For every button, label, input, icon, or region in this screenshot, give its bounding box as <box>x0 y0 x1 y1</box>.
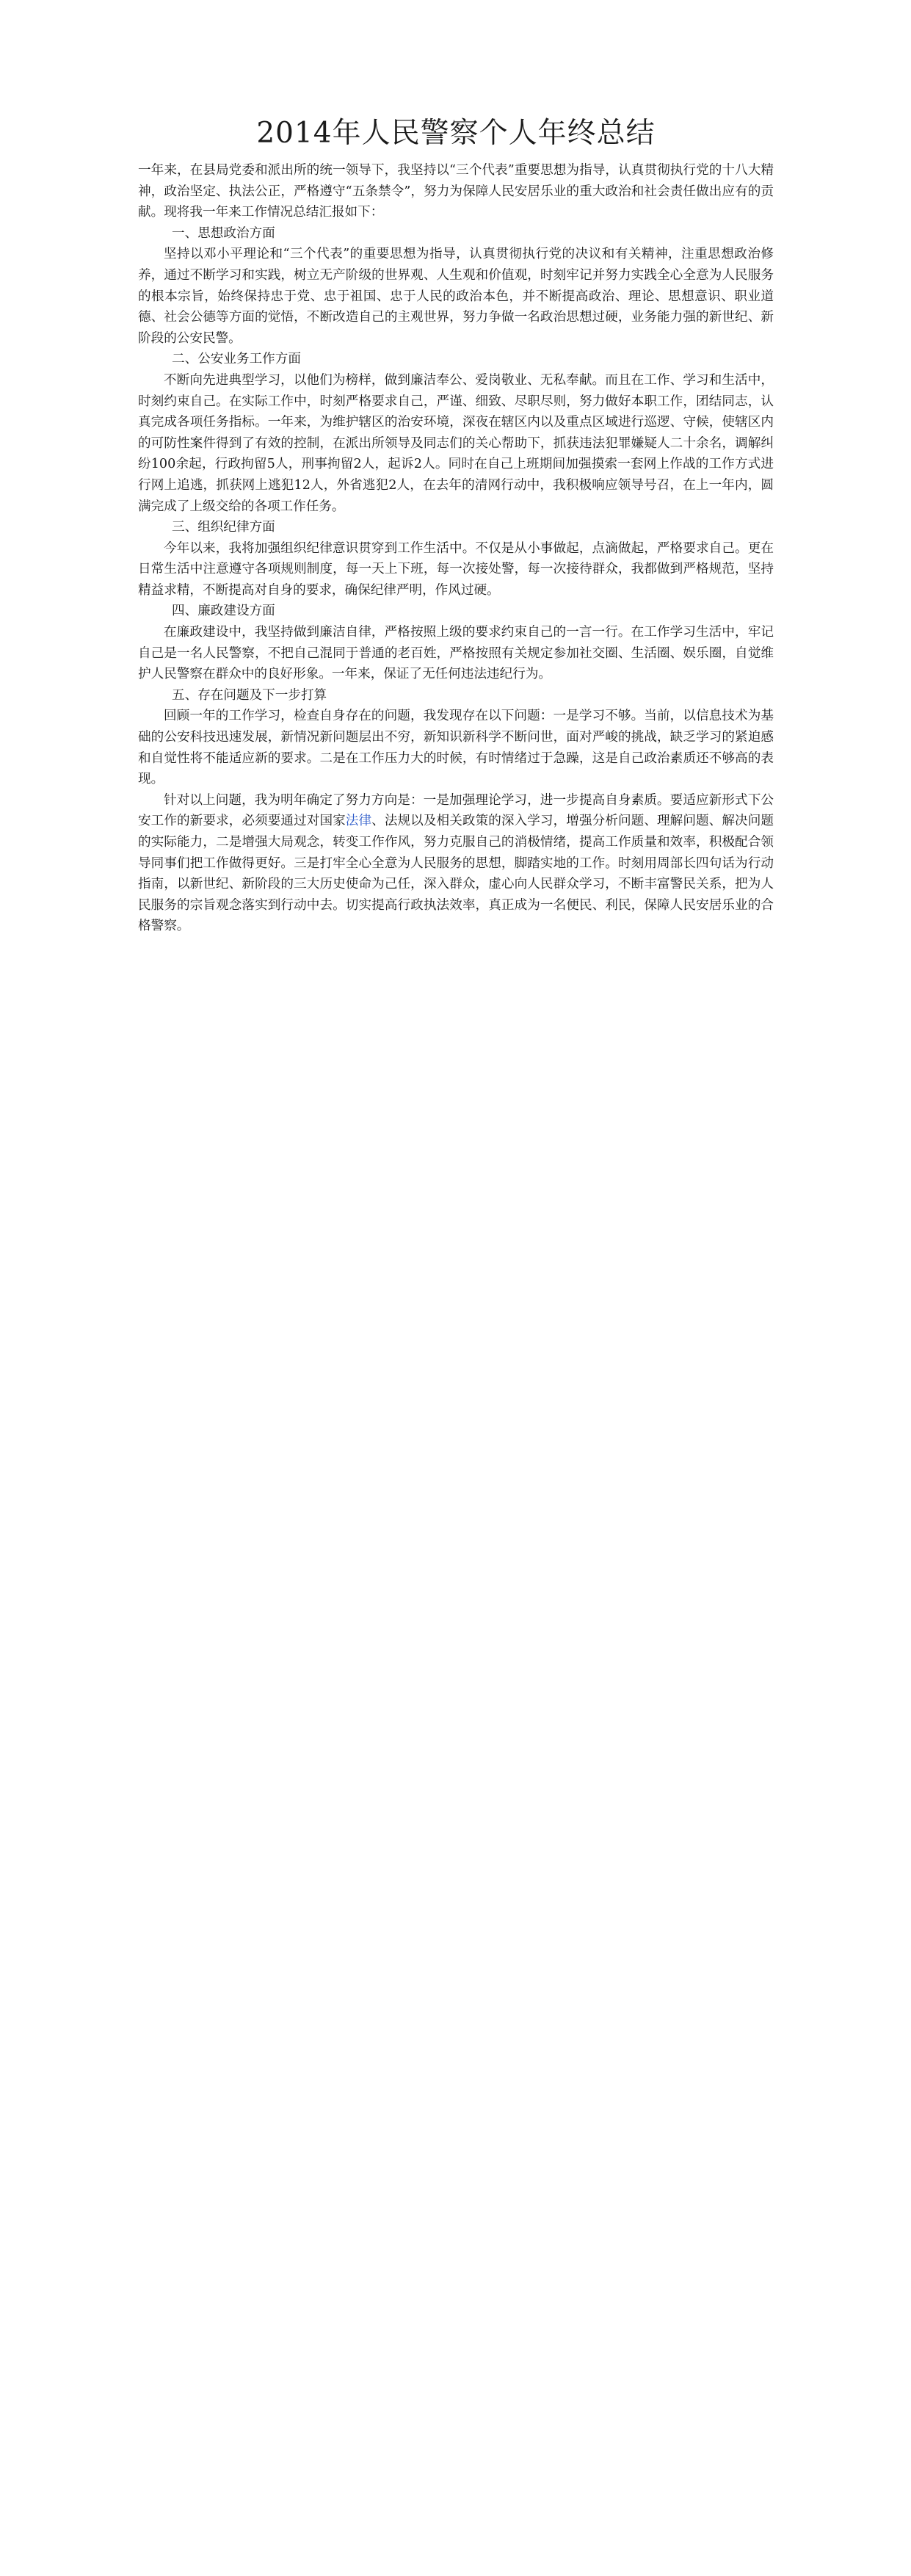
section-heading: 五、存在问题及下一步打算 <box>172 687 327 703</box>
section-body: 在廉政建设中，我坚持做到廉洁自律，严格按照上级的要求约束自己的一言一行。在工作学习生活中，牢记自己是一名人民警察，不把自己混同于普通的老百姓，严格按照有关规定参加社交圈、生活圈、娱乐圈，自觉维护人民警察在群众中的良好形象。一年来，保证了无任何违法违纪行为。 <box>138 625 774 682</box>
law-link[interactable]: 法律 <box>345 814 372 829</box>
section-body: 回顾一年的工作学习，检查自身存在的问题，我发现存在以下问题：一是学习不够。当前，以信息技术为基础的公安科技迅速发展，新情况新问题层出不穷，新知识新科学不断问世，面对严峻的挑战，缺乏学习的紧迫感和自觉性将不能适应新的要求。二是在工作压力大的时候，有时情绪过于急躁，这是自己政治素质还不够高的表现。 <box>138 709 774 787</box>
section-heading: 一、思想政治方面 <box>172 225 275 241</box>
intro-paragraph: 一年来，在县局党委和派出所的统一领导下，我坚持以“三个代表”重要思想为指导，认真贯彻执行党的十八大精神，政治坚定、执法公正，严格遵守“五条禁令”，努力为保障人民安居乐业的重大政治和社会责任做出应有的贡献。现将我一年来工作情况总结汇报如下： <box>138 163 774 220</box>
page-title: 2014年人民警察个人年终总结 <box>256 117 656 150</box>
section-3 <box>138 517 774 601</box>
section-body: 不断向先进典型学习，以他们为榜样，做到廉洁奉公、爱岗敬业、无私奉献。而且在工作、学习和生活中，时刻约束自己。在实际工作中，时刻严格要求自己，严谨、细致、尽职尽则，努力做好本职工作，团结同志，认真完成各项任务指标。一年来，为维护辖区的治安环境，深夜在辖区内以及重点区域进行巡逻、守候，使辖区内的可防性案件得到了有效的控制，在派出所领导及同志们的关心帮助下，抓获违法犯罪嫌疑人二十余名，调解纠纷100余起，行政拘留5人，刑事拘留2人，起诉2人。同时在自己上班期间加强摸索一套网上作战的工作方式进行网上追逃，抓获网上逃犯12人，外省逃犯2人，在去年的清网行动中，我积极响应领导号召，在上一年内，圆满完成了上级交给的各项工作任务。 <box>138 372 774 514</box>
section-heading: 四、廉政建设方面 <box>172 604 275 619</box>
section-body: 今年以来，我将加强组织纪律意识贯穿到工作生活中。不仅是从小事做起，点滴做起，严格要求自己。更在日常生活中注意遵守各项规则制度，每一天上下班，每一次接处警，每一次接待群众，我都做到严格规范，坚持精益求精，不断提高对自身的要求，确保纪律严明，作风过硬。 <box>138 540 774 598</box>
closing-text-start: 针对以上问题，我为明年确定了努力方向是：一是加强理论学习，进一步提高自身素质。要适应新形式下公安工作的新要求，必须要通过对国家 <box>138 792 774 829</box>
closing-text-end: 、法规以及相关政策的深入学习，增强分析问题、理解问题、解决问题的实际能力，二是增强大局观念，转变工作作风，努力克服自己的消极情绪，提高工作质量和效率，积极配合领导同事们把工作做得更好。三是打牢全心全意为人民服务的思想，脚踏实地的工作。时刻用周部长四句话为行动指南，以新世纪、新阶段的三大历史使命为己任，深入群众，虚心向人民群众学习，不断丰富警民关系，把为人民服务的宗旨观念落实到行动中去。切实提高行政执法效率，真正成为一名便民、利民，保障人民安居乐业的合格警察。 <box>138 814 774 934</box>
section-heading: 三、组织纪律方面 <box>172 520 275 535</box>
section-4 <box>138 601 774 684</box>
section-body: 坚持以邓小平理论和“三个代表”的重要思想为指导，认真贯彻执行党的决议和有关精神，注重思想政治修养，通过不断学习和实践，树立无产阶级的世界观、人生观和价值观，时刻牢记并努力实践全心全意为人民服务的根本宗旨，始终保持忠于党、忠于祖国、忠于人民的政治本色，并不断提高政治、理论、思想意识、职业道德、社会公德等方面的觉悟，不断改造自己的主观世界，努力争做一名政治思想过硬，业务能力强的新世纪、新阶段的公安民警。 <box>138 247 774 346</box>
document-page <box>138 110 774 937</box>
section-heading: 二、公安业务工作方面 <box>172 352 301 367</box>
section-5 <box>138 685 774 790</box>
section-2 <box>138 349 774 517</box>
section-1 <box>138 223 774 350</box>
closing-paragraph <box>138 790 774 937</box>
